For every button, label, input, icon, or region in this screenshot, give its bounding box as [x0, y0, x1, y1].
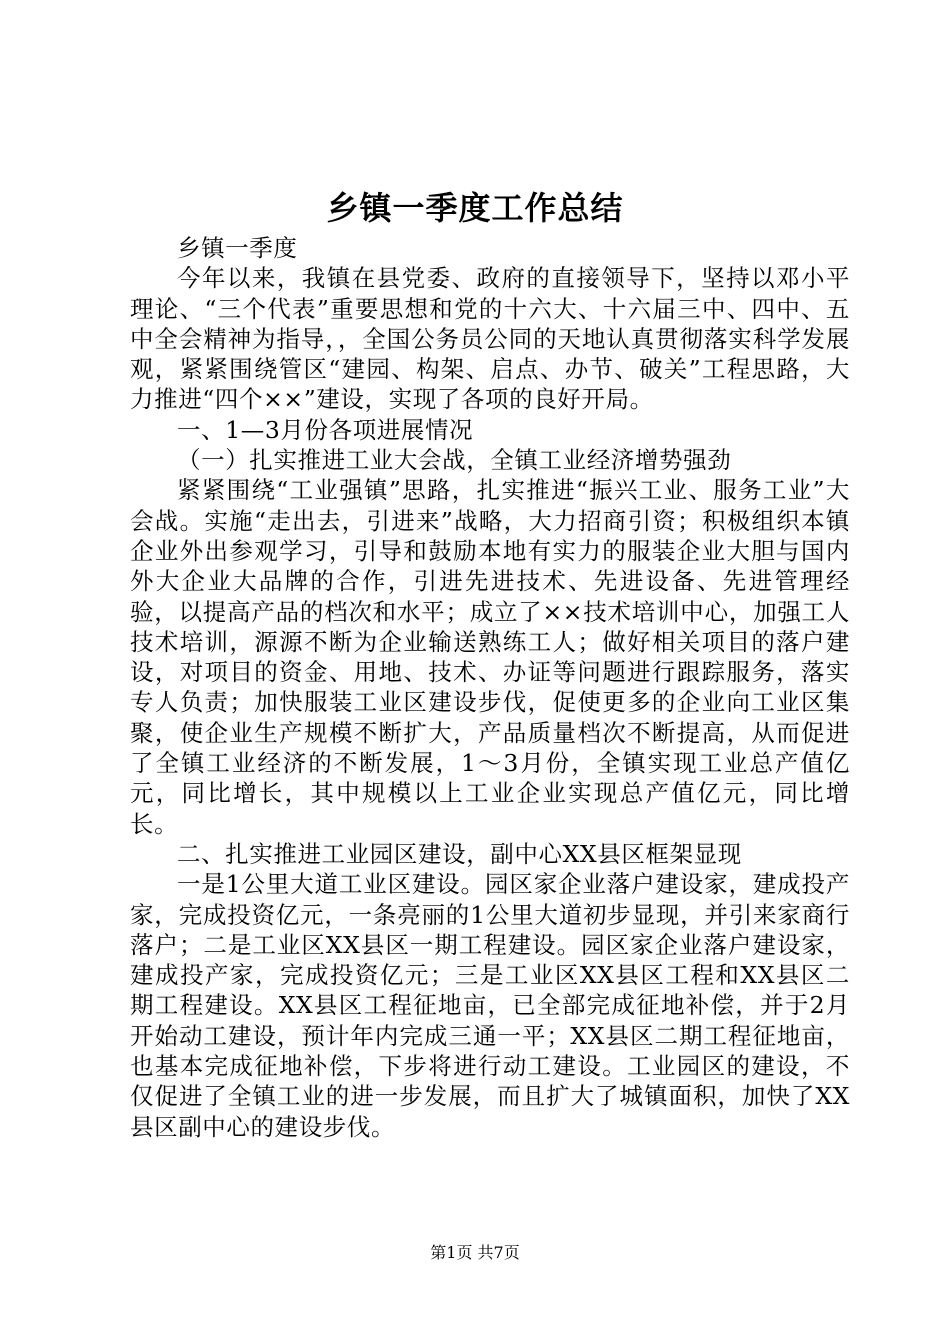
subsection-heading-industry: （一）扎实推进工业大会战，全镇工业经济增势强劲 [177, 446, 732, 475]
document-title: 乡镇一季度工作总结 [326, 189, 624, 227]
section-heading-progress: 一、1—3月份各项进展情况 [177, 415, 474, 444]
document-body [130, 233, 850, 1142]
section-heading-industrial-park: 二、扎实推进工业园区建设，副中心XX县区框架显现 [177, 839, 742, 868]
paragraph-subtitle: 乡镇一季度 [177, 234, 298, 262]
page-number-footer: 第1页 共7页 [430, 1243, 520, 1262]
paragraph-industry: 紧紧围绕“工业强镇”思路，扎实推进“振兴工业、服务工业”大会战。实施“走出去，引进来”战略，大力招商引资；积极组织本镇企业外出参观学习，引导和鼓励本地有实力的服装企业大胆与国内外大企业大品牌的合作，引进先进技术、先进设备、先进管理经验，以提高产品的档次和水平；成立了××技术培训中心，加强工人技术培训，源源不断为企业输送熟练工人；做好相关项目的落户建设，对项目的资金、用地、技术、办证等问题进行跟踪服务，落实专人负责；加快服装工业区建设步伐，促使更多的企业向工业区集聚，使企业生产规模不断扩大，产品质量档次不断提高，从而促进了全镇工业经济的不断发展，1～3月份，全镇实现工业总产值亿元，同比增长，其中规模以上工业企业实现总产值亿元，同比增长。 [130, 476, 850, 838]
paragraph-intro: 今年以来，我镇在县党委、政府的直接领导下，坚持以邓小平理论、“三个代表”重要思想和党的十六大、十六届三中、四中、五中全会精神为指导，，全国公务员公同的天地认真贯彻落实科学发展观，紧紧围绕管区“建园、构架、启点、办节、破关”工程思路，大力推进“四个××”建设，实现了各项的良好开局。 [130, 264, 850, 414]
paragraph-industrial-park: 一是1公里大道工业区建设。园区家企业落户建设家，建成投产家，完成投资亿元，一条亮丽的1公里大道初步显现，并引来家商行落户；二是工业区XX县区一期工程建设。园区家企业落户建设家，建成投产家，完成投资亿元；三是工业区XX县区工程和XX县区二期工程建设。XX县区工程征地亩，已全部完成征地补偿，并于2月开始动工建设，预计年内完成三通一平；XX县区二期工程征地亩，也基本完成征地补偿，下步将进行动工建设。工业园区的建设，不仅促进了全镇工业的进一步发展，而且扩大了城镇面积，加快了XX县区副中心的建设步伐。 [130, 870, 850, 1141]
